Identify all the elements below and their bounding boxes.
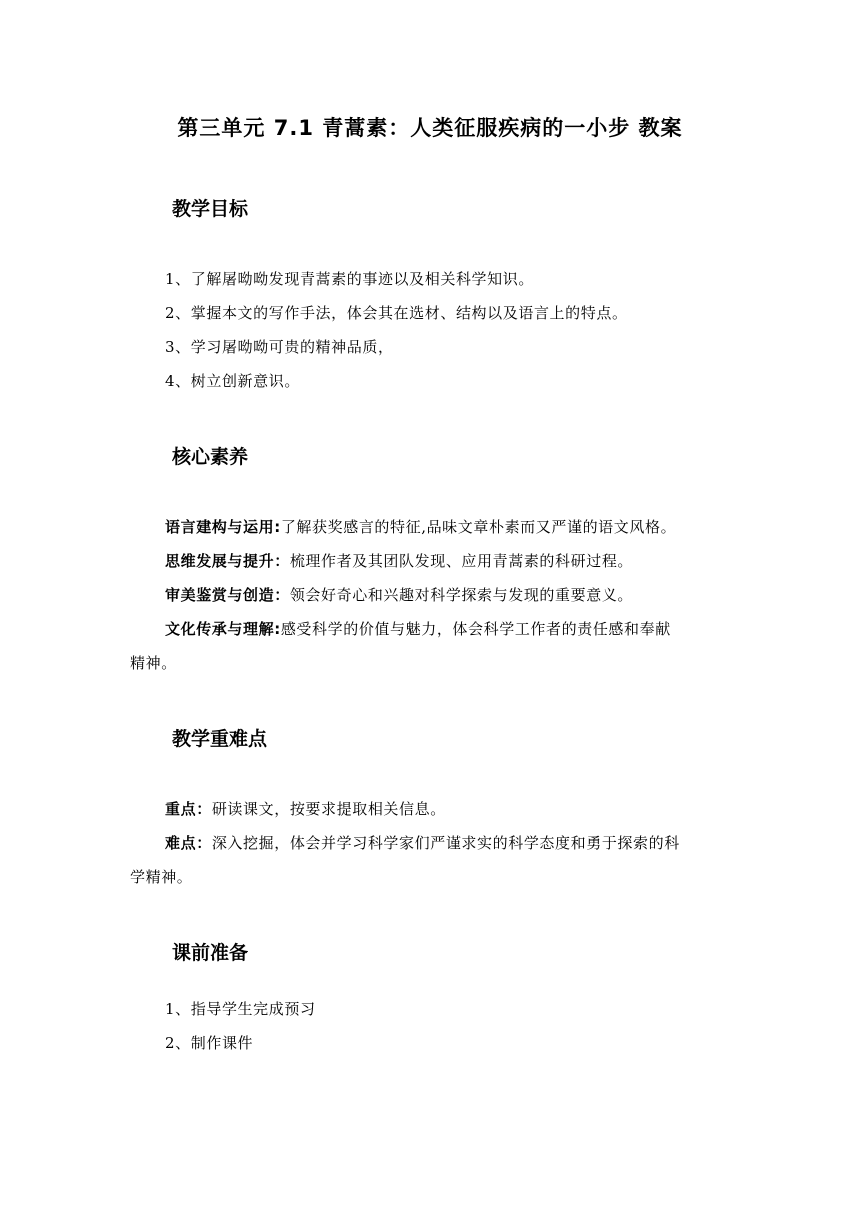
literacy-item-text: 领会好奇心和兴趣对科学探索与发现的重要意义。 <box>289 586 634 604</box>
key-point-text: 研读课文，按要求提取相关信息。 <box>211 800 446 818</box>
section-heading-teaching-goals: 教学目标 <box>172 198 249 220</box>
literacy-item <box>165 550 633 571</box>
goal-item: 1、了解屠呦呦发现青蒿素的事迹以及相关科学知识。 <box>165 270 534 288</box>
key-point-item <box>165 798 446 819</box>
goal-item: 3、学习屠呦呦可贵的精神品质， <box>165 338 394 356</box>
goal-item: 4、树立创新意识。 <box>165 372 300 390</box>
goal-item: 2、掌握本文的写作手法，体会其在选材、结构以及语言上的特点。 <box>165 304 628 322</box>
preparation-item: 1、指导学生完成预习 <box>165 1000 316 1018</box>
literacy-item-lead: 审美鉴赏与创造： <box>165 586 290 604</box>
literacy-item-lead: 思维发展与提升： <box>165 552 290 570</box>
literacy-item <box>165 516 676 537</box>
preparation-item: 2、制作课件 <box>165 1034 254 1052</box>
literacy-item <box>165 618 671 639</box>
literacy-item <box>165 584 633 605</box>
section-heading-core-literacy: 核心素养 <box>172 446 249 468</box>
literacy-item-lead: 语言建构与运用: <box>165 518 281 536</box>
literacy-item-lead: 文化传承与理解: <box>165 620 281 638</box>
literacy-item-text: 了解获奖感言的特征,品味文章朴素而又严谨的语文风格。 <box>280 518 677 536</box>
literacy-item-continuation: 精神。 <box>130 654 177 672</box>
difficult-point-lead: 难点： <box>165 834 212 852</box>
section-heading-preparation: 课前准备 <box>172 942 249 964</box>
difficult-point-text: 深入挖掘，体会并学习科学家们严谨求实的科学态度和勇于探索的科 <box>211 834 680 852</box>
difficult-point-continuation: 学精神。 <box>130 868 193 886</box>
key-point-lead: 重点： <box>165 800 212 818</box>
literacy-item-text: 感受科学的价值与魅力，体会科学工作者的责任感和奉献 <box>280 620 671 638</box>
section-heading-key-difficult-points: 教学重难点 <box>172 728 268 750</box>
document-title: 第三单元 7.1 青蒿素：人类征服疾病的一小步 教案 <box>177 116 683 140</box>
literacy-item-text: 梳理作者及其团队发现、应用青蒿素的科研过程。 <box>289 552 634 570</box>
difficult-point-item <box>165 832 680 853</box>
